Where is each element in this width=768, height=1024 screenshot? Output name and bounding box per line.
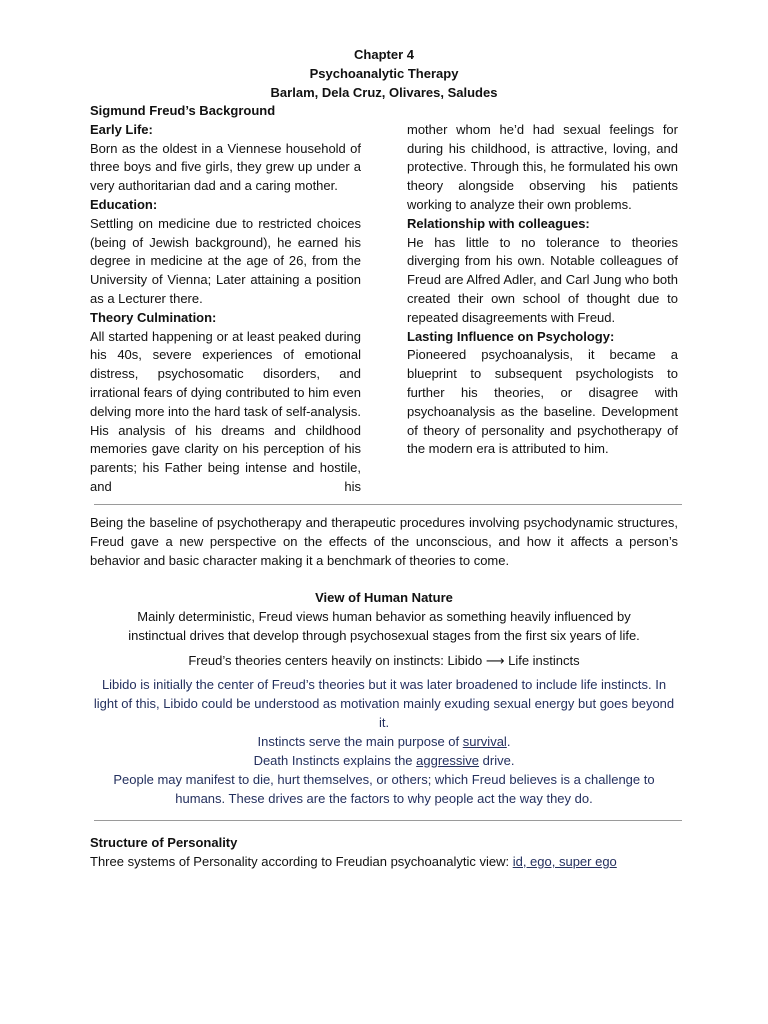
left-column bbox=[90, 102, 361, 497]
aggressive-word: aggressive bbox=[416, 752, 480, 768]
human-nature-intro: Mainly deterministic, Freud views human behavior as something heavily influenced by instinctual drives that develop through psychosexual stages from the first six years of life. bbox=[128, 608, 640, 643]
authors-line: Barlam, Dela Cruz, Olivares, Saludes bbox=[270, 85, 498, 100]
colleagues-text: He has little to no tolerance to theories diverging from his own. Notable colleagues of Freud are Alfred Adler, and Carl Jung who both created their own school of thought due to repeated disagreements with Freud. bbox=[407, 234, 678, 325]
influence-heading: Lasting Influence on Psychology: bbox=[407, 328, 615, 344]
instincts-line bbox=[90, 651, 678, 671]
section-divider-2 bbox=[94, 820, 682, 821]
libido-text: Libido is initially the center of Freud’s theories but it was later broadened to include life instincts. In light of this, Libido could be understood as motivation mainly exuding sexual energy but goes beyond it. bbox=[93, 676, 675, 730]
influence-text: Pioneered psychoanalysis, it became a blueprint to subsequent psychologists to further his theories, or disagree with psychoanalysis as the baseline. Development of theory of personality and psychotherapy of the modern era is attributed to him. bbox=[407, 347, 678, 457]
survival-suffix: . bbox=[506, 733, 511, 749]
section-divider bbox=[94, 504, 682, 505]
survival-word: survival bbox=[462, 733, 507, 749]
document-page bbox=[90, 45, 678, 871]
early-life-heading: Early Life: bbox=[90, 121, 153, 137]
theory-heading: Theory Culmination: bbox=[90, 309, 217, 325]
structure-text bbox=[90, 852, 678, 871]
chapter-label: Chapter 4 bbox=[354, 47, 414, 62]
early-life-text: Born as the oldest in a Viennese household of three boys and five girls, they grew up under a very authoritarian dad and a caring mother. bbox=[90, 140, 361, 194]
instincts-prefix: Freud’s theories centers heavily on instincts: Libido bbox=[188, 652, 486, 668]
human-nature-section bbox=[90, 588, 678, 808]
instincts-suffix: Life instincts bbox=[504, 652, 580, 668]
right-arrow-icon: ⟶ bbox=[485, 653, 505, 669]
structure-text-prefix: Three systems of Personality according to Freudian psychoanalytic view: bbox=[90, 853, 513, 869]
manifest-text: People may manifest to die, hurt themselves, or others; which Freud believes is a challenge to humans. These drives are the factors to why people act the way they do. bbox=[113, 771, 655, 806]
death-prefix: Death Instincts explains the bbox=[253, 752, 417, 768]
theory-text: All started happening or at least peaked during his 40s, severe experiences of emotional distress, psychosomatic disorders, and irrational fears of dying contributed to him even delving more into the hard task of self-analysis. His analysis of his dreams and childhood memories gave clarity on his perception of his parents; his Father being intense and hostile, and his bbox=[90, 328, 361, 494]
document-header bbox=[90, 45, 678, 102]
right-column bbox=[407, 102, 678, 497]
death-instincts-line bbox=[90, 751, 678, 770]
survival-line bbox=[90, 732, 678, 751]
survival-prefix: Instincts serve the main purpose of bbox=[257, 733, 463, 749]
chapter-title: Psychoanalytic Therapy bbox=[309, 66, 459, 81]
death-suffix: drive. bbox=[479, 752, 515, 768]
summary-paragraph: Being the baseline of psychotherapy and therapeutic procedures involving psychodynamic structures, Freud gave a new perspective on the effects of the unconscious, and how it affects a person’s behavior and basic character making it a benchmark of theories to come. bbox=[90, 514, 678, 568]
id-ego-superego-link: id, ego, super ego bbox=[512, 853, 617, 869]
theory-text-continued: mother whom he’d had sexual feelings for during his childhood, is attractive, loving, and protective. Through this, he formulated his own theory alongside observing his patients working to analyze their own problems. bbox=[407, 121, 678, 212]
education-heading: Education: bbox=[90, 196, 158, 212]
education-text: Settling on medicine due to restricted choices (being of Jewish background), he earned his degree in medicine at the age of 26, from the University of Vienna; Later attaining a position as a Lecturer there. bbox=[90, 215, 361, 306]
background-heading: Sigmund Freud’s Background bbox=[90, 103, 276, 118]
human-nature-heading: View of Human Nature bbox=[315, 589, 453, 605]
colleagues-heading: Relationship with colleagues: bbox=[407, 215, 590, 231]
background-columns bbox=[90, 102, 678, 497]
structure-heading: Structure of Personality bbox=[90, 834, 238, 850]
